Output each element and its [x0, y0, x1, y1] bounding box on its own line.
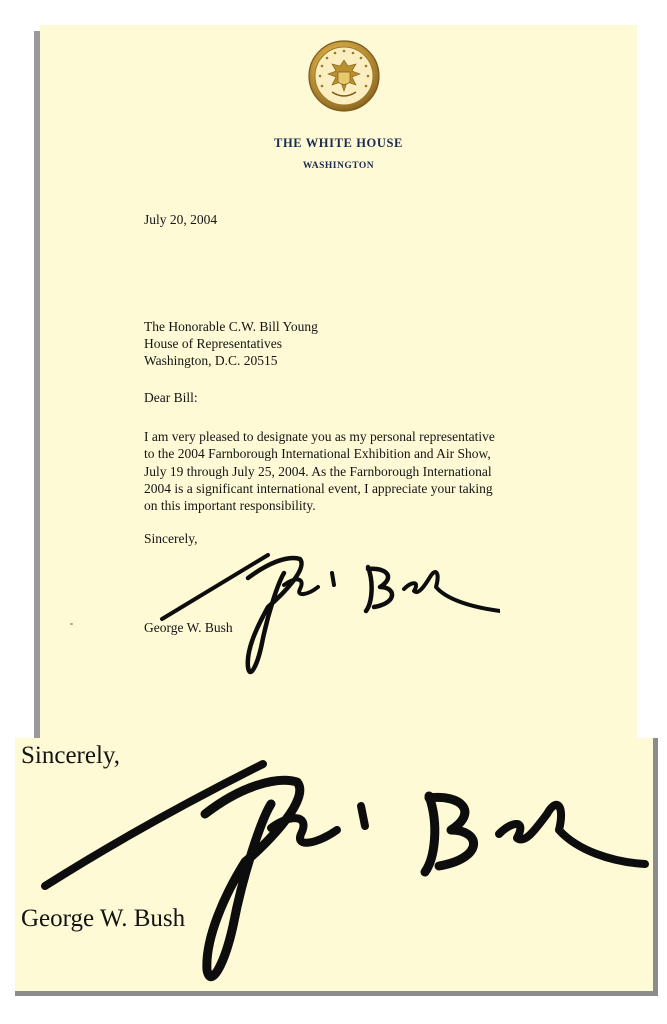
signer-name: George W. Bush: [144, 620, 233, 635]
presidential-seal-icon: [306, 38, 382, 114]
body-line: I am very pleased to designate you as my personal representative: [144, 429, 495, 444]
address-line: Washington, D.C. 20515: [144, 353, 278, 368]
address-line: House of Representatives: [144, 336, 282, 351]
signature-icon: [150, 533, 500, 683]
paper-speck: [70, 623, 73, 625]
zoom-closing: Sincerely,: [21, 742, 121, 769]
body-line: July 19 through July 25, 2004. As the Farnborough International: [144, 463, 492, 479]
salutation: Dear Bill:: [144, 390, 198, 405]
zoom-signer-name: George W. Bush: [21, 905, 186, 932]
closing: Sincerely,: [144, 531, 198, 546]
letterhead-subtitle: WASHINGTON: [302, 161, 375, 171]
body-line: to the 2004 Farnborough International Exhibition and Air Show,: [144, 446, 491, 462]
zoomed-signature-icon: [15, 738, 653, 991]
recipient-address: [144, 318, 318, 369]
letter-page: [40, 25, 637, 745]
signature-zoom-panel: [15, 738, 653, 991]
body-line: on this important responsibility.: [144, 498, 316, 514]
letterhead-title: THE WHITE HOUSE: [274, 136, 403, 150]
letter-body: [144, 428, 495, 514]
letter-date: July 20, 2004: [144, 212, 218, 227]
body-line: 2004 is a significant international event, I appreciate your taking: [144, 480, 493, 496]
address-line: The Honorable C.W. Bill Young: [144, 319, 318, 334]
